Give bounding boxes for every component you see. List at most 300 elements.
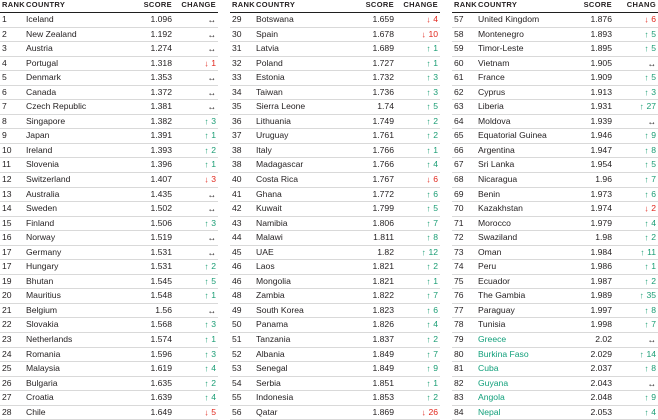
arrow-up-icon: ↑ [644,218,649,229]
cell-change [174,333,218,348]
cell-score: 1.506 [138,216,174,231]
cell-country: Guyana [476,376,578,391]
cell-score: 1.849 [360,347,396,362]
cell-rank: 77 [452,303,476,318]
change-indicator [426,188,438,202]
cell-score: 1.98 [578,231,614,246]
cell-change [174,158,218,173]
cell-change [614,260,658,275]
table-row [0,173,218,188]
table-row [0,289,218,304]
cell-change [174,405,218,420]
arrow-up-icon: ↑ [644,130,649,141]
arrow-left-right-icon: ↔ [207,87,216,98]
change-value: 5 [651,28,656,39]
cell-rank: 20 [0,289,24,304]
cell-change [174,289,218,304]
cell-change [396,347,440,362]
arrow-left-right-icon: ↔ [207,232,216,243]
cell-score: 1.727 [360,56,396,71]
cell-change [174,347,218,362]
cell-country: Cyprus [476,85,578,100]
table-row [230,187,440,202]
change-value: 8 [433,232,438,243]
cell-score: 1.954 [578,158,614,173]
cell-rank: 35 [230,100,254,115]
arrow-up-icon: ↑ [426,334,431,345]
change-indicator [207,304,216,318]
cell-country: Germany [24,245,138,260]
cell-change [174,202,218,217]
cell-score: 1.989 [578,289,614,304]
cell-rank: 4 [0,56,24,71]
change-value: 2 [651,232,656,243]
table-row [0,158,218,173]
table-row [0,56,218,71]
cell-score: 1.519 [138,231,174,246]
arrow-up-icon: ↑ [644,87,649,98]
cell-rank: 14 [0,202,24,217]
arrow-up-icon: ↑ [644,407,649,418]
cell-country: Romania [24,347,138,362]
change-indicator [207,28,216,42]
cell-score: 1.678 [360,27,396,42]
change-indicator [426,42,438,56]
table-column-1 [0,0,226,418]
arrow-up-icon: ↑ [204,334,209,345]
cell-country: Sweden [24,202,138,217]
cell-country: Sri Lanka [476,158,578,173]
cell-score: 1.596 [138,347,174,362]
cell-rank: 74 [452,260,476,275]
cell-change [396,260,440,275]
table-row [0,260,218,275]
cell-rank: 31 [230,42,254,57]
cell-rank: 37 [230,129,254,144]
change-indicator [644,362,656,376]
change-indicator [644,86,656,100]
change-value: 7 [651,319,656,330]
cell-change [614,85,658,100]
cell-country: Vietnam [476,56,578,71]
change-value: 2 [433,334,438,345]
cell-rank: 79 [452,333,476,348]
cell-change [174,187,218,202]
cell-rank: 68 [452,173,476,188]
cell-score: 1.766 [360,158,396,173]
arrow-down-icon: ↓ [421,29,426,40]
cell-country: Spain [254,27,360,42]
cell-rank: 36 [230,114,254,129]
change-value: 14 [646,348,656,359]
cell-score: 1.732 [360,71,396,86]
cell-score: 1.548 [138,289,174,304]
table-row [0,362,218,377]
cell-country: South Korea [254,303,360,318]
arrow-up-icon: ↑ [426,116,431,127]
cell-country: Benin [476,187,578,202]
cell-score: 1.531 [138,245,174,260]
cell-rank: 8 [0,114,24,129]
table-row [452,56,658,71]
arrow-up-icon: ↑ [426,58,431,69]
ranking-table-2 [230,0,440,420]
table-row [0,376,218,391]
cell-change [614,129,658,144]
arrow-up-icon: ↑ [426,290,431,301]
table-row [230,71,440,86]
cell-country: Albania [254,347,360,362]
arrow-up-icon: ↑ [644,276,649,287]
change-indicator [204,57,216,71]
cell-change [396,405,440,420]
arrow-left-right-icon: ↔ [207,29,216,40]
table-row [0,318,218,333]
cell-rank: 42 [230,202,254,217]
header-country: COUNTRY [254,0,360,13]
cell-score: 1.659 [360,13,396,28]
cell-change [614,158,658,173]
cell-change [174,56,218,71]
cell-score: 1.381 [138,100,174,115]
change-value: 1 [433,144,438,155]
cell-score: 1.869 [360,405,396,420]
cell-score: 1.821 [360,260,396,275]
header-score: SCORE [138,0,174,13]
cell-score: 1.766 [360,143,396,158]
table-header-row [230,0,440,13]
cell-score: 1.761 [360,129,396,144]
cell-score: 1.574 [138,333,174,348]
header-rank: RANK [452,0,476,13]
arrow-left-right-icon: ↔ [207,43,216,54]
table-row [230,245,440,260]
change-indicator [426,362,438,376]
cell-change [396,187,440,202]
cell-change [614,391,658,406]
cell-score: 1.895 [578,42,614,57]
cell-country: Kuwait [254,202,360,217]
table-row [452,27,658,42]
arrow-up-icon: ↑ [644,305,649,316]
change-value: 2 [211,144,216,155]
change-indicator [422,406,438,420]
header-country: COUNTRY [476,0,578,13]
cell-country: Japan [24,129,138,144]
table-row [230,27,440,42]
table-row [230,318,440,333]
change-value: 12 [428,246,438,257]
change-value: 3 [651,86,656,97]
cell-score: 1.353 [138,71,174,86]
cell-score: 1.502 [138,202,174,217]
table-row [0,245,218,260]
cell-change [614,27,658,42]
change-value: 3 [433,72,438,83]
change-value: 1 [211,334,216,345]
table-row [452,260,658,275]
change-value: 2 [651,275,656,286]
change-indicator [204,289,216,303]
cell-rank: 78 [452,318,476,333]
cell-country: Serbia [254,376,360,391]
cell-change [614,114,658,129]
cell-rank: 30 [230,27,254,42]
change-indicator [207,13,216,27]
change-indicator [426,333,438,347]
cell-rank: 38 [230,158,254,173]
header-country: COUNTRY [24,0,138,13]
header-rank: RANK [0,0,24,13]
cell-change [174,303,218,318]
change-value: 8 [651,363,656,374]
arrow-up-icon: ↑ [204,159,209,170]
cell-rank: 64 [452,114,476,129]
change-indicator [644,129,656,143]
arrow-left-right-icon: ↔ [647,58,656,69]
header-change: CHANGE [174,0,218,13]
change-indicator [426,129,438,143]
cell-change [396,274,440,289]
change-value: 3 [433,86,438,97]
cell-country: Latvia [254,42,360,57]
change-value: 26 [428,406,438,417]
cell-change [396,289,440,304]
table-row [0,303,218,318]
cell-rank: 45 [230,245,254,260]
cell-change [614,13,658,28]
cell-rank: 66 [452,143,476,158]
cell-rank: 32 [230,56,254,71]
change-indicator [644,260,656,274]
cell-country: Zambia [254,289,360,304]
change-indicator [426,86,438,100]
change-value: 4 [211,392,216,403]
ranking-table-1 [0,0,218,420]
arrow-up-icon: ↑ [639,349,644,360]
change-indicator [644,158,656,172]
arrow-left-right-icon: ↔ [207,203,216,214]
table-row [0,114,218,129]
change-value: 5 [433,203,438,214]
cell-rank: 50 [230,318,254,333]
cell-rank: 26 [0,376,24,391]
table-row [230,274,440,289]
table-row [230,42,440,57]
arrow-up-icon: ↑ [426,261,431,272]
table-row [452,274,658,289]
table-row [230,376,440,391]
change-indicator [204,391,216,405]
cell-change [614,231,658,246]
change-value: 2 [211,377,216,388]
table-row [230,129,440,144]
arrow-left-right-icon: ↔ [207,101,216,112]
cell-score: 1.931 [578,100,614,115]
change-value: 4 [433,14,438,24]
cell-rank: 73 [452,245,476,260]
cell-score: 1.96 [578,173,614,188]
change-value: 6 [433,174,438,185]
cell-rank: 2 [0,27,24,42]
cell-rank: 44 [230,231,254,246]
change-indicator [644,144,656,158]
cell-country: Namibia [254,216,360,231]
cell-country: Switzerland [24,173,138,188]
arrow-up-icon: ↑ [644,392,649,403]
cell-rank: 17 [0,260,24,275]
table-row [0,347,218,362]
cell-rank: 43 [230,216,254,231]
cell-country: Mongolia [254,274,360,289]
cell-country: Estonia [254,71,360,86]
cell-score: 1.893 [578,27,614,42]
arrow-up-icon: ↑ [204,130,209,141]
cell-rank: 7 [0,100,24,115]
change-indicator [426,115,438,129]
arrow-left-right-icon: ↔ [207,72,216,83]
cell-score: 1.635 [138,376,174,391]
cell-change [174,216,218,231]
change-indicator [426,71,438,85]
table-row [230,405,440,420]
cell-rank: 71 [452,216,476,231]
arrow-up-icon: ↑ [426,87,431,98]
change-value: 6 [433,188,438,199]
cell-country: Senegal [254,362,360,377]
change-value: 2 [433,130,438,141]
cell-country: Malaysia [24,362,138,377]
cell-rank: 69 [452,187,476,202]
table-row [230,85,440,100]
cell-rank: 55 [230,391,254,406]
table-row [452,245,658,260]
cell-change [614,405,658,420]
cell-rank: 70 [452,202,476,217]
cell-country: Timor-Leste [476,42,578,57]
cell-country: Panama [254,318,360,333]
change-indicator [644,42,656,56]
cell-rank: 63 [452,100,476,115]
cell-change [614,274,658,289]
arrow-up-icon: ↑ [204,363,209,374]
change-indicator [204,217,216,231]
table-row [0,187,218,202]
cell-country: Angola [476,391,578,406]
cell-country: Poland [254,56,360,71]
cell-rank: 46 [230,260,254,275]
arrow-up-icon: ↑ [426,363,431,374]
change-value: 6 [651,14,656,24]
cell-score: 1.849 [360,362,396,377]
cell-country: Equatorial Guinea [476,129,578,144]
cell-country: Moldova [476,114,578,129]
cell-change [614,173,658,188]
cell-score: 1.531 [138,260,174,275]
cell-change [614,347,658,362]
change-value: 7 [433,217,438,228]
change-indicator [426,377,438,391]
change-indicator [644,304,656,318]
cell-country: Mauritius [24,289,138,304]
table-row [0,13,218,28]
cell-score: 1.909 [578,71,614,86]
change-indicator [644,173,656,187]
arrow-up-icon: ↑ [426,159,431,170]
arrow-up-icon: ↑ [426,378,431,389]
table-row [0,333,218,348]
cell-rank: 17 [0,245,24,260]
cell-score: 1.435 [138,187,174,202]
change-value: 1 [433,43,438,54]
header-score: SCORE [360,0,396,13]
cell-score: 1.823 [360,303,396,318]
table-row [452,216,658,231]
cell-change [614,303,658,318]
change-indicator [640,289,656,303]
change-indicator [204,260,216,274]
cell-score: 1.391 [138,129,174,144]
cell-rank: 61 [452,71,476,86]
table-row [230,114,440,129]
table-row [452,347,658,362]
change-value: 1 [211,57,216,68]
change-value: 3 [211,115,216,126]
cell-score: 1.986 [578,260,614,275]
change-value: 2 [433,115,438,126]
arrow-up-icon: ↑ [426,305,431,316]
change-value: 4 [433,319,438,330]
cell-rank: 38 [230,143,254,158]
change-indicator [426,289,438,303]
table-row [230,391,440,406]
change-indicator [207,71,216,85]
cell-rank: 58 [452,27,476,42]
table-row [230,347,440,362]
change-value: 3 [211,217,216,228]
cell-country: Lithuania [254,114,360,129]
cell-rank: 29 [230,13,254,28]
arrow-up-icon: ↑ [204,261,209,272]
cell-rank: 48 [230,289,254,304]
cell-score: 1.947 [578,143,614,158]
table-row [0,27,218,42]
table-row [452,391,658,406]
change-value: 9 [651,392,656,403]
table-row [452,187,658,202]
cell-country: Singapore [24,114,138,129]
cell-rank: 1 [0,13,24,28]
change-indicator [207,86,216,100]
cell-rank: 54 [230,376,254,391]
change-value: 4 [651,406,656,417]
cell-score: 1.749 [360,114,396,129]
cell-score: 1.998 [578,318,614,333]
cell-score: 1.568 [138,318,174,333]
cell-country: Malawi [254,231,360,246]
table-row [0,202,218,217]
cell-score: 1.979 [578,216,614,231]
change-indicator [204,406,216,420]
cell-country: Burkina Faso [476,347,578,362]
cell-score: 1.939 [578,114,614,129]
change-value: 1 [433,275,438,286]
cell-score: 1.393 [138,143,174,158]
table-row [230,260,440,275]
change-indicator [644,217,656,231]
ranking-table-3 [452,0,658,420]
cell-country: Qatar [254,405,360,420]
